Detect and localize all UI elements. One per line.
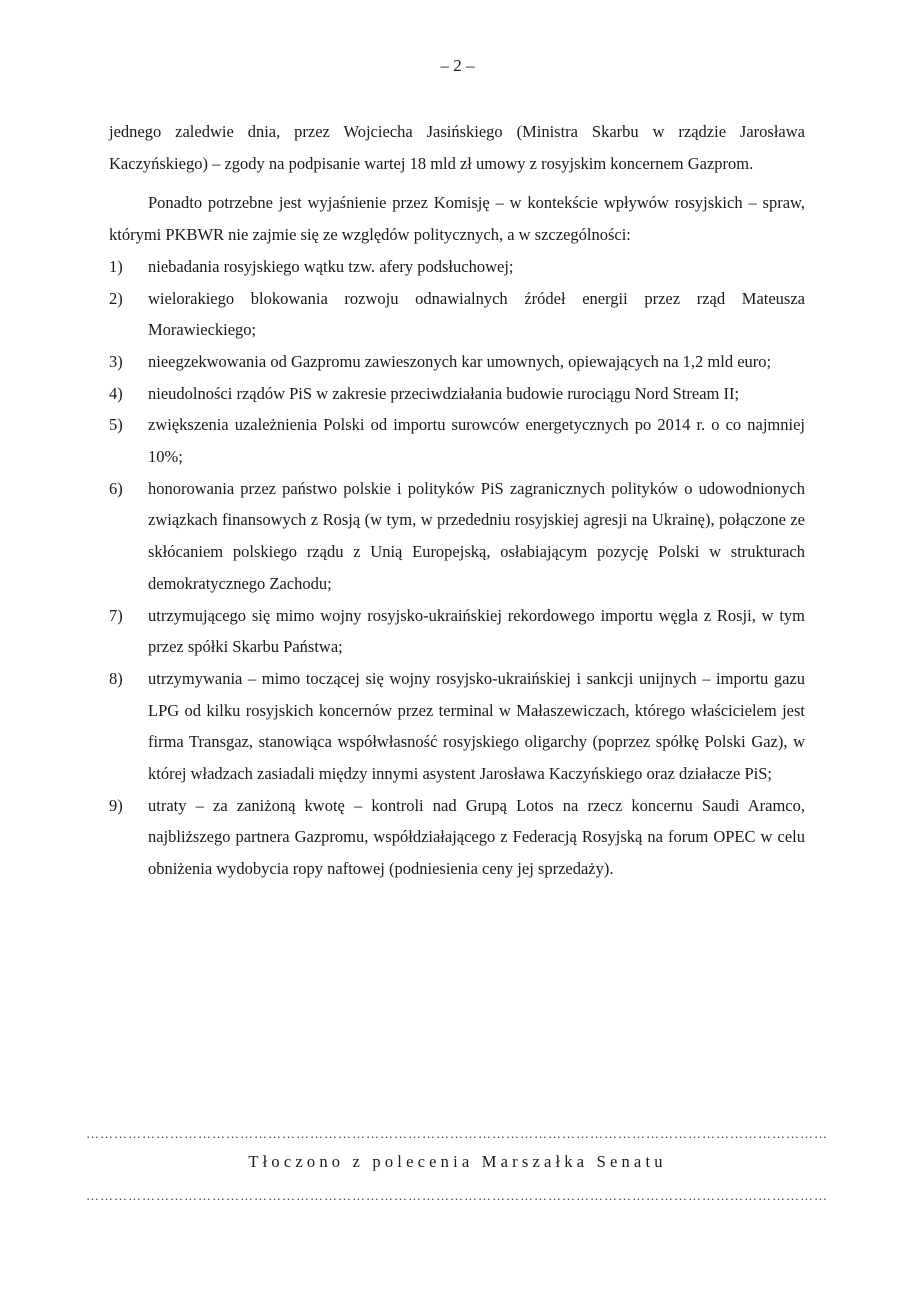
- main-paragraph: Ponadto potrzebne jest wyjaśnienie przez Komisję – w kontekście wpływów rosyjskich – spraw, którymi PKBWR nie zajmie się ze względów politycznych, a w szczególności:: [109, 193, 805, 245]
- list-item: [109, 600, 805, 663]
- list-item: [109, 378, 805, 410]
- list-item: [109, 663, 805, 790]
- document-body: [109, 116, 805, 885]
- list-item-text: utrzymywania – mimo toczącej się wojny rosyjsko-ukraińskiej i sankcji unijnych – importu gazu LPG od kilku rosyjskich koncernów przez terminal w Małaszewiczach, którego właścicielem jest firma Transgaz, stanowiąca współwłasność rosyjskiego oligarchy (poprzez spółkę Polski Gaz), w której władzach zasiadali między innymi asystent Jarosława Kaczyńskiego oraz działacze PiS;: [148, 668, 805, 784]
- list-item: [109, 409, 805, 472]
- list-item-number: 7): [109, 605, 123, 625]
- list-item-text: utraty – za zaniżoną kwotę – kontroli nad Grupą Lotos na rzecz koncernu Saudi Aramco, najbliższego partnera Gazpromu, współdziałającego z Federacją Rosyjską na forum OPEC w celu obniżenia wydobycia ropy naftowej (podniesienia ceny jej sprzedaży).: [148, 795, 805, 879]
- list-item: [109, 283, 805, 346]
- list-item-number: 8): [109, 668, 123, 688]
- list-item: [109, 346, 805, 378]
- list-item-text: wielorakiego blokowania rozwoju odnawialnych źródeł energii przez rząd Mateusza Morawieckiego;: [148, 288, 805, 340]
- intro-paragraph: jednego zaledwie dnia, przez Wojciecha Jasińskiego (Ministra Skarbu w rządzie Jarosława Kaczyńskiego) – zgody na podpisanie wartej 18 mld zł umowy z rosyjskim koncernem Gazprom.: [109, 122, 805, 173]
- footer-dotted-rule-top: ……………………………………………………………………………………………………………………………………………: [86, 1126, 828, 1141]
- footer-dotted-rule-bottom: ……………………………………………………………………………………………………………………………………………: [86, 1188, 828, 1203]
- list-item-text: nieegzekwowania od Gazpromu zawieszonych kar umownych, opiewających na 1,2 mld euro;: [148, 351, 772, 371]
- list-item-text: zwiększenia uzależnienia Polski od importu surowców energetycznych po 2014 r. o co najmniej 10%;: [148, 415, 805, 467]
- list-item-text: nieudolności rządów PiS w zakresie przeciwdziałania budowie rurociągu Nord Stream II;: [148, 383, 740, 403]
- list-item-number: 5): [109, 415, 123, 435]
- list-item: [109, 790, 805, 885]
- footer-printed-note: Tłoczono z polecenia Marszałka Senatu: [248, 1152, 667, 1171]
- list-item-number: 6): [109, 478, 123, 498]
- list-item-text: honorowania przez państwo polskie i polityków PiS zagranicznych polityków o udowodnionych związkach finansowych z Rosją (w tym, w przededniu rosyjskiej agresji na Ukrainę), połączone ze skłócaniem polskiego rządu z Unią Europejską, osłabiającym pozycję Polski w strukturach demokratycznego Zachodu;: [148, 478, 805, 593]
- list-item: [109, 251, 805, 283]
- list-item-number: 3): [109, 351, 123, 371]
- list-item-number: 1): [109, 256, 123, 276]
- list-item-number: 2): [109, 288, 123, 308]
- list-item-number: 9): [109, 795, 123, 815]
- list-item: [109, 473, 805, 600]
- list-item-text: niebadania rosyjskiego wątku tzw. afery podsłuchowej;: [148, 256, 514, 276]
- issues-list: [109, 251, 805, 885]
- list-item-number: 4): [109, 383, 123, 403]
- page-number: – 2 –: [440, 56, 475, 75]
- list-item-text: utrzymującego się mimo wojny rosyjsko-ukraińskiej rekordowego importu węgla z Rosji, w tym przez spółki Skarbu Państwa;: [148, 605, 805, 657]
